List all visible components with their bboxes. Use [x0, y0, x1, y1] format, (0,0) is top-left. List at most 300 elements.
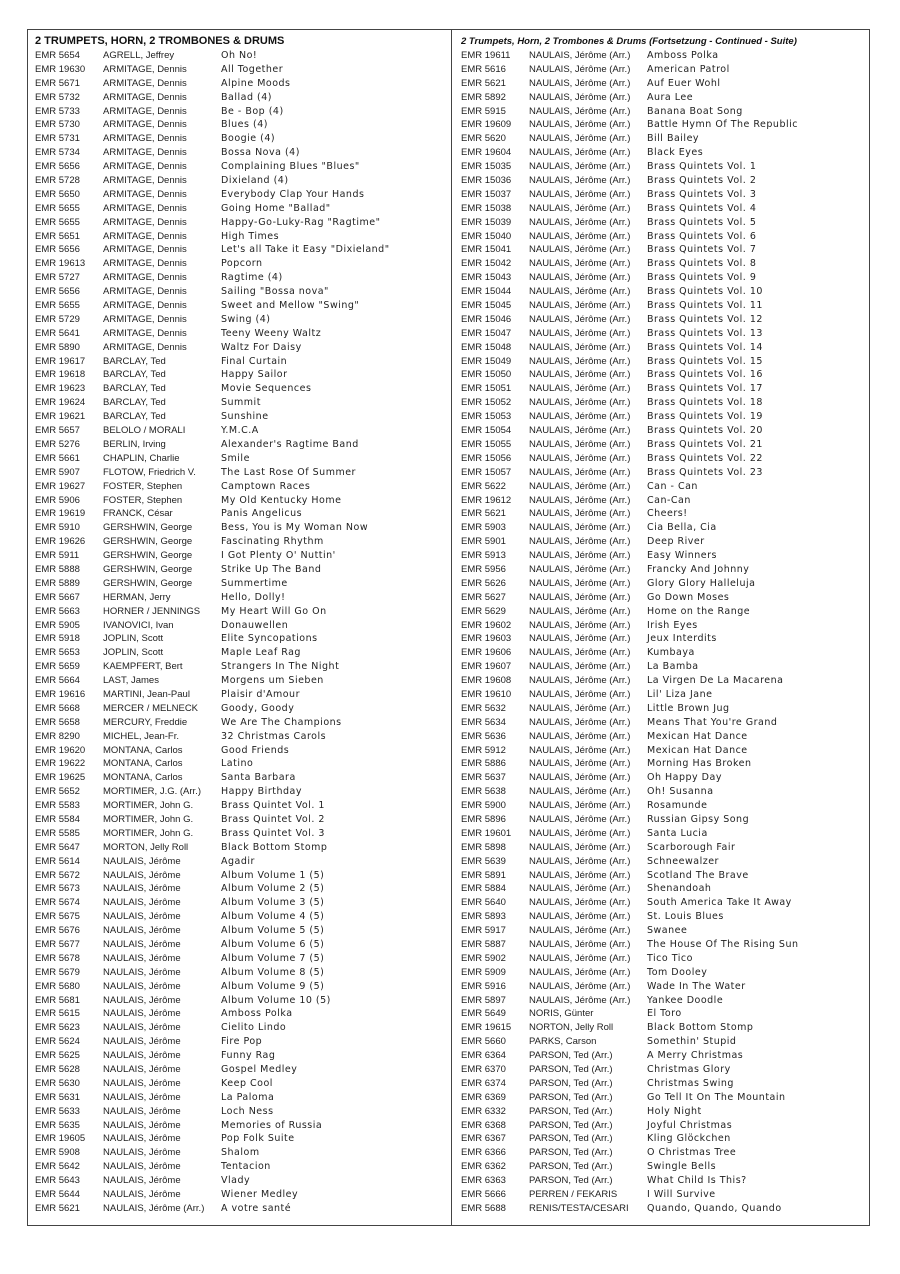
piece-title: Irish Eyes [647, 619, 698, 631]
catalog-number: EMR 19604 [461, 147, 512, 159]
catalog-number: EMR 19626 [35, 536, 86, 548]
right-catalog-list [461, 49, 867, 1216]
piece-title: Brass Quintets Vol. 15 [647, 355, 763, 367]
catalog-row [461, 299, 867, 313]
catalog-row [461, 91, 867, 105]
catalog-number: EMR 5643 [35, 1175, 80, 1187]
piece-title: Boogie (4) [221, 133, 276, 145]
piece-title: Popcorn [221, 258, 263, 270]
catalog-row [35, 855, 447, 869]
catalog-row [461, 480, 867, 494]
catalog-number: EMR 19618 [35, 369, 86, 381]
catalog-number: EMR 5668 [35, 702, 80, 714]
composer-name: NAULAIS, Jérôme (Arr.) [103, 1202, 205, 1214]
catalog-row [461, 952, 867, 966]
catalog-row [461, 1132, 867, 1146]
composer-name: NAULAIS, Jérôme (Arr.) [529, 258, 631, 270]
left-catalog-list [35, 49, 447, 1216]
catalog-number: EMR 5614 [35, 855, 80, 867]
composer-name: MARTINI, Jean-Paul [103, 688, 190, 700]
piece-title: Aura Lee [647, 91, 694, 103]
composer-name: NAULAIS, Jérôme (Arr.) [529, 272, 631, 284]
composer-name: PARSON, Ted (Arr.) [529, 1133, 613, 1145]
catalog-number: EMR 15039 [461, 216, 512, 228]
catalog-number: EMR 5655 [35, 300, 80, 312]
composer-name: NAULAIS, Jérôme (Arr.) [529, 63, 631, 75]
catalog-row [461, 438, 867, 452]
piece-title: Album Volume 6 (5) [221, 939, 325, 950]
composer-name: NAULAIS, Jérôme (Arr.) [529, 716, 631, 728]
catalog-number: EMR 15053 [461, 411, 512, 423]
composer-name: ARMITAGE, Dennis [103, 105, 187, 117]
composer-name: GERSHWIN, George [103, 522, 193, 534]
catalog-number: EMR 15051 [461, 383, 512, 395]
catalog-row [35, 785, 447, 799]
catalog-row [461, 1202, 867, 1216]
piece-title: Tom Dooley [647, 966, 708, 978]
catalog-number: EMR 5647 [35, 841, 80, 853]
piece-title: Shenandoah [647, 883, 712, 895]
catalog-row [35, 716, 447, 730]
piece-title: Final Curtain [221, 355, 288, 367]
catalog-number: EMR 5657 [35, 425, 80, 437]
catalog-number: EMR 5628 [35, 1064, 80, 1076]
catalog-number: EMR 19617 [35, 355, 86, 367]
composer-name: PARSON, Ted (Arr.) [529, 1119, 613, 1131]
catalog-row [461, 674, 867, 688]
piece-title: Teeny Weeny Waltz [221, 327, 322, 339]
composer-name: MONTANA, Carlos [103, 772, 183, 784]
piece-title: I Will Survive [647, 1189, 716, 1201]
catalog-number: EMR 5892 [461, 91, 506, 103]
catalog-number: EMR 19611 [461, 50, 511, 61]
piece-title: Swingle Bells [647, 1161, 717, 1173]
composer-name: NAULAIS, Jérôme (Arr.) [529, 119, 631, 131]
composer-name: NAULAIS, Jérôme [103, 1189, 181, 1201]
composer-name: PARSON, Ted (Arr.) [529, 1161, 613, 1173]
right-column-heading: 2 Trumpets, Horn, 2 Trombones & Drums (Fortsetzung - Continued - Suite) [461, 36, 797, 47]
catalog-row [35, 1105, 447, 1119]
piece-title: Auf Euer Wohl [647, 77, 721, 89]
catalog-row [35, 1132, 447, 1146]
catalog-number: EMR 5907 [35, 466, 80, 478]
catalog-number: EMR 19610 [461, 688, 512, 700]
catalog-number: EMR 5729 [35, 313, 80, 325]
piece-title: Keep Cool [221, 1077, 273, 1089]
catalog-number: EMR 5671 [35, 77, 80, 89]
piece-title: Morning Has Broken [647, 758, 752, 770]
piece-title: Latino [221, 758, 254, 770]
catalog-row [461, 1105, 867, 1119]
composer-name: NAULAIS, Jérôme (Arr.) [529, 591, 631, 603]
piece-title: Cia Bella, Cia [647, 522, 717, 534]
catalog-row [461, 549, 867, 563]
catalog-row [461, 49, 867, 63]
piece-title: La Paloma [221, 1091, 275, 1103]
piece-title: Joyful Christmas [647, 1119, 733, 1131]
catalog-row [461, 771, 867, 785]
composer-name: NAULAIS, Jérôme (Arr.) [529, 758, 631, 770]
composer-name: NAULAIS, Jérôme (Arr.) [529, 550, 631, 562]
composer-name: ARMITAGE, Dennis [103, 147, 187, 159]
piece-title: Brass Quintets Vol. 23 [647, 466, 763, 478]
catalog-number: EMR 5908 [35, 1147, 80, 1159]
catalog-number: EMR 5584 [35, 813, 80, 825]
catalog-number: EMR 19624 [35, 397, 86, 409]
piece-title: Let's all Take it Easy "Dixieland" [221, 244, 390, 256]
catalog-number: EMR 5615 [35, 1008, 80, 1020]
composer-name: NAULAIS, Jérôme (Arr.) [529, 925, 631, 937]
catalog-row [35, 174, 447, 188]
piece-title: La Virgen De La Macarena [647, 675, 784, 687]
composer-name: PARSON, Ted (Arr.) [529, 1105, 613, 1117]
composer-name: ARMITAGE, Dennis [103, 77, 187, 89]
catalog-number: EMR 5629 [461, 605, 506, 617]
composer-name: NAULAIS, Jérôme (Arr.) [529, 147, 631, 159]
composer-name: ARMITAGE, Dennis [103, 327, 187, 339]
composer-name: NAULAIS, Jérôme [103, 939, 181, 950]
catalog-row [461, 452, 867, 466]
catalog-row [461, 619, 867, 633]
piece-title: A Merry Christmas [647, 1050, 744, 1062]
catalog-row [461, 1091, 867, 1105]
composer-name: NAULAIS, Jérôme (Arr.) [529, 438, 631, 450]
catalog-number: EMR 5956 [461, 563, 506, 575]
composer-name: NAULAIS, Jérôme (Arr.) [529, 313, 631, 325]
composer-name: RENIS/TESTA/CESARI [529, 1202, 629, 1214]
catalog-row [461, 702, 867, 716]
composer-name: ARMITAGE, Dennis [103, 230, 187, 242]
piece-title: Happy-Go-Luky-Rag "Ragtime" [221, 216, 381, 228]
catalog-number: EMR 5641 [35, 327, 80, 339]
catalog-row [461, 1049, 867, 1063]
catalog-row [35, 1007, 447, 1021]
catalog-row [35, 230, 447, 244]
piece-title: Little Brown Jug [647, 702, 730, 714]
catalog-row [461, 1007, 867, 1021]
catalog-number: EMR 5673 [35, 883, 80, 895]
piece-title: Mexican Hat Dance [647, 744, 748, 756]
piece-title: Panis Angelicus [221, 508, 303, 520]
composer-name: GERSHWIN, George [103, 536, 193, 548]
piece-title: Elite Syncopations [221, 633, 318, 645]
composer-name: NAULAIS, Jérôme (Arr.) [529, 661, 631, 673]
composer-name: NAULAIS, Jérôme (Arr.) [529, 577, 631, 589]
piece-title: A votre santé [221, 1202, 292, 1214]
piece-title: Rosamunde [647, 800, 708, 812]
catalog-number: EMR 5652 [35, 786, 80, 798]
catalog-number: EMR 6369 [461, 1091, 506, 1103]
piece-title: All Together [221, 63, 284, 75]
piece-title: Banana Boat Song [647, 105, 743, 117]
piece-title: Brass Quintets Vol. 14 [647, 341, 763, 353]
composer-name: ARMITAGE, Dennis [103, 300, 187, 312]
catalog-row [461, 230, 867, 244]
piece-title: Battle Hymn Of The Republic [647, 119, 798, 131]
catalog-number: EMR 8290 [35, 730, 80, 742]
piece-title: Goody, Goody [221, 702, 295, 714]
composer-name: NAULAIS, Jérôme [103, 1036, 181, 1048]
catalog-row [461, 1160, 867, 1174]
piece-title: Brass Quintets Vol. 13 [647, 327, 763, 339]
catalog-number: EMR 5733 [35, 105, 80, 117]
catalog-row [461, 924, 867, 938]
composer-name: PARSON, Ted (Arr.) [529, 1147, 613, 1159]
composer-name: NAULAIS, Jérôme (Arr.) [529, 827, 631, 839]
catalog-number: EMR 5905 [35, 619, 80, 631]
catalog-row [35, 382, 447, 396]
catalog-row [35, 1119, 447, 1133]
composer-name: LAST, James [103, 675, 159, 687]
catalog-row [461, 382, 867, 396]
composer-name: NAULAIS, Jérôme (Arr.) [529, 466, 631, 478]
catalog-row [35, 396, 447, 410]
piece-title: Strangers In The Night [221, 661, 340, 673]
catalog-number: EMR 5638 [461, 786, 506, 798]
catalog-row [35, 966, 447, 980]
catalog-row [35, 1063, 447, 1077]
piece-title: Album Volume 9 (5) [221, 980, 325, 992]
composer-name: PERREN / FEKARIS [529, 1189, 618, 1201]
piece-title: Cheers! [647, 508, 688, 520]
composer-name: NAULAIS, Jérôme [103, 1050, 181, 1062]
catalog-number: EMR 19615 [461, 1022, 512, 1034]
catalog-row [35, 591, 447, 605]
piece-title: Album Volume 2 (5) [221, 883, 325, 895]
piece-title: We Are The Champions [221, 716, 342, 728]
catalog-row [461, 243, 867, 257]
catalog-number: EMR 15045 [461, 300, 512, 312]
piece-title: Santa Barbara [221, 772, 296, 784]
catalog-number: EMR 5727 [35, 272, 80, 284]
catalog-number: EMR 5653 [35, 647, 80, 659]
composer-name: NAULAIS, Jérôme (Arr.) [529, 77, 631, 89]
catalog-row [35, 688, 447, 702]
catalog-number: EMR 5658 [35, 716, 80, 728]
catalog-number: EMR 5644 [35, 1189, 80, 1201]
composer-name: NAULAIS, Jérôme (Arr.) [529, 133, 631, 145]
composer-name: PARKS, Carson [529, 1036, 597, 1048]
catalog-number: EMR 5913 [461, 550, 506, 562]
piece-title: Ballad (4) [221, 91, 272, 103]
composer-name: BERLIN, Irving [103, 438, 166, 450]
composer-name: GERSHWIN, George [103, 577, 193, 589]
column-divider [451, 30, 452, 1225]
catalog-row [35, 327, 447, 341]
catalog-number: EMR 5890 [35, 341, 80, 353]
piece-title: Brass Quintets Vol. 8 [647, 258, 757, 270]
catalog-number: EMR 5656 [35, 161, 80, 173]
catalog-number: EMR 19603 [461, 633, 512, 645]
catalog-number: EMR 15040 [461, 230, 512, 242]
composer-name: NAULAIS, Jérôme (Arr.) [529, 188, 631, 200]
composer-name: NAULAIS, Jérôme (Arr.) [529, 244, 631, 256]
composer-name: NAULAIS, Jérôme [103, 869, 181, 881]
composer-name: NAULAIS, Jérôme (Arr.) [529, 744, 631, 756]
catalog-row [461, 1146, 867, 1160]
catalog-number: EMR 5666 [461, 1189, 506, 1201]
composer-name: NAULAIS, Jérôme (Arr.) [529, 161, 631, 173]
composer-name: NAULAIS, Jérôme [103, 1175, 181, 1187]
catalog-row [35, 410, 447, 424]
catalog-row [461, 591, 867, 605]
piece-title: Easy Winners [647, 550, 717, 562]
piece-title: Can-Can [647, 494, 691, 506]
catalog-row [35, 563, 447, 577]
piece-title: Alexander's Ragtime Band [221, 438, 359, 450]
catalog-row [35, 896, 447, 910]
catalog-number: EMR 5664 [35, 675, 80, 687]
catalog-number: EMR 5660 [461, 1036, 506, 1048]
piece-title: Agadir [221, 855, 255, 867]
catalog-number: EMR 5675 [35, 911, 80, 923]
catalog-number: EMR 19607 [461, 661, 512, 673]
catalog-number: EMR 5655 [35, 216, 80, 228]
catalog-number: EMR 5585 [35, 827, 80, 839]
catalog-number: EMR 5910 [35, 522, 80, 534]
catalog-number: EMR 5912 [461, 744, 506, 756]
piece-title: My Old Kentucky Home [221, 494, 342, 506]
catalog-row [461, 1035, 867, 1049]
catalog-number: EMR 15041 [461, 244, 512, 256]
composer-name: GERSHWIN, George [103, 550, 193, 562]
composer-name: ARMITAGE, Dennis [103, 133, 187, 145]
composer-name: MORTON, Jelly Roll [103, 841, 189, 853]
catalog-number: EMR 19621 [35, 411, 86, 423]
catalog-row [461, 216, 867, 230]
catalog-number: EMR 5897 [461, 994, 506, 1006]
piece-title: Album Volume 10 (5) [221, 994, 331, 1006]
piece-title: Brass Quintets Vol. 7 [647, 244, 757, 256]
catalog-number: EMR 19613 [35, 258, 86, 270]
composer-name: NORIS, Günter [529, 1008, 594, 1020]
composer-name: NAULAIS, Jérôme (Arr.) [529, 230, 631, 242]
catalog-number: EMR 5621 [461, 508, 506, 520]
piece-title: Schneewalzer [647, 855, 719, 867]
composer-name: NAULAIS, Jérôme (Arr.) [529, 397, 631, 409]
piece-title: Brass Quintets Vol. 11 [647, 300, 763, 312]
piece-title: Sunshine [221, 411, 269, 423]
composer-name: NAULAIS, Jérôme (Arr.) [529, 563, 631, 575]
catalog-number: EMR 15055 [461, 438, 512, 450]
catalog-number: EMR 5656 [35, 244, 80, 256]
piece-title: Deep River [647, 536, 705, 548]
catalog-number: EMR 5889 [35, 577, 80, 589]
catalog-number: EMR 5886 [461, 758, 506, 770]
composer-name: MORTIMER, J.G. (Arr.) [103, 786, 201, 798]
catalog-row [461, 424, 867, 438]
piece-title: The Last Rose Of Summer [221, 466, 356, 478]
composer-name: MERCURY, Freddie [103, 716, 188, 728]
catalog-row [461, 966, 867, 980]
composer-name: NAULAIS, Jérôme (Arr.) [529, 869, 631, 881]
catalog-number: EMR 15038 [461, 202, 512, 214]
composer-name: NAULAIS, Jérôme (Arr.) [529, 452, 631, 464]
piece-title: O Christmas Tree [647, 1147, 737, 1159]
piece-title: Black Eyes [647, 147, 704, 159]
catalog-number: EMR 5667 [35, 591, 80, 603]
catalog-number: EMR 19606 [461, 647, 512, 659]
catalog-number: EMR 15037 [461, 188, 512, 200]
composer-name: NAULAIS, Jérôme [103, 1091, 181, 1103]
catalog-number: EMR 5679 [35, 966, 80, 978]
composer-name: ARMITAGE, Dennis [103, 258, 187, 270]
catalog-number: EMR 19630 [35, 63, 86, 75]
composer-name: NAULAIS, Jérôme (Arr.) [529, 675, 631, 687]
piece-title: Brass Quintets Vol. 9 [647, 272, 757, 284]
catalog-number: EMR 19620 [35, 744, 86, 756]
catalog-number: EMR 5583 [35, 800, 80, 812]
piece-title: Brass Quintets Vol. 18 [647, 397, 763, 409]
piece-title: Gospel Medley [221, 1064, 298, 1076]
composer-name: NAULAIS, Jérôme [103, 855, 181, 867]
catalog-number: EMR 5621 [461, 77, 506, 89]
catalog-row [461, 466, 867, 480]
catalog-number: EMR 5730 [35, 119, 80, 131]
catalog-row [35, 1174, 447, 1188]
piece-title: Mexican Hat Dance [647, 730, 748, 742]
catalog-row [35, 341, 447, 355]
composer-name: PARSON, Ted (Arr.) [529, 1091, 613, 1103]
composer-name: NAULAIS, Jérôme (Arr.) [529, 786, 631, 798]
catalog-row [35, 480, 447, 494]
catalog-number: EMR 5896 [461, 813, 506, 825]
catalog-row [461, 744, 867, 758]
piece-title: Scotland The Brave [647, 869, 749, 881]
piece-title: Amboss Polka [221, 1008, 293, 1020]
piece-title: Brass Quintets Vol. 1 [647, 161, 757, 173]
catalog-row [461, 174, 867, 188]
composer-name: HORNER / JENNINGS [103, 605, 201, 617]
piece-title: Smile [221, 452, 250, 464]
composer-name: MORTIMER, John G. [103, 813, 194, 825]
composer-name: NAULAIS, Jérôme (Arr.) [529, 966, 631, 978]
catalog-row [35, 882, 447, 896]
composer-name: NAULAIS, Jérôme (Arr.) [529, 536, 631, 548]
catalog-row [461, 160, 867, 174]
piece-title: Black Bottom Stomp [647, 1022, 754, 1034]
composer-name: BELOLO / MORALI [103, 425, 186, 437]
catalog-row [461, 827, 867, 841]
composer-name: NAULAIS, Jérôme (Arr.) [529, 605, 631, 617]
piece-title: Complaining Blues "Blues" [221, 161, 360, 173]
composer-name: AGRELL, Jeffrey [103, 50, 175, 61]
catalog-row [461, 313, 867, 327]
catalog-row [461, 257, 867, 271]
piece-title: Bess, You is My Woman Now [221, 522, 369, 534]
catalog-number: EMR 19623 [35, 383, 86, 395]
catalog-number: EMR 15042 [461, 258, 512, 270]
piece-title: Brass Quintet Vol. 3 [221, 827, 325, 839]
catalog-number: EMR 15048 [461, 341, 512, 353]
catalog-number: EMR 15056 [461, 452, 512, 464]
piece-title: Go Tell It On The Mountain [647, 1091, 786, 1103]
piece-title: Christmas Glory [647, 1064, 731, 1076]
catalog-number: EMR 15049 [461, 355, 512, 367]
catalog-number: EMR 5672 [35, 869, 80, 881]
catalog-number: EMR 5728 [35, 175, 80, 187]
catalog-row [35, 271, 447, 285]
composer-name: BARCLAY, Ted [103, 355, 166, 367]
composer-name: ARMITAGE, Dennis [103, 175, 187, 187]
catalog-number: EMR 5627 [461, 591, 506, 603]
composer-name: NAULAIS, Jérôme (Arr.) [529, 355, 631, 367]
composer-name: FLOTOW, Friedrich V. [103, 466, 196, 478]
piece-title: I Got Plenty O' Nuttin' [221, 550, 336, 562]
catalog-number: EMR 5688 [461, 1202, 506, 1214]
composer-name: NAULAIS, Jérôme (Arr.) [529, 952, 631, 964]
composer-name: MORTIMER, John G. [103, 827, 194, 839]
